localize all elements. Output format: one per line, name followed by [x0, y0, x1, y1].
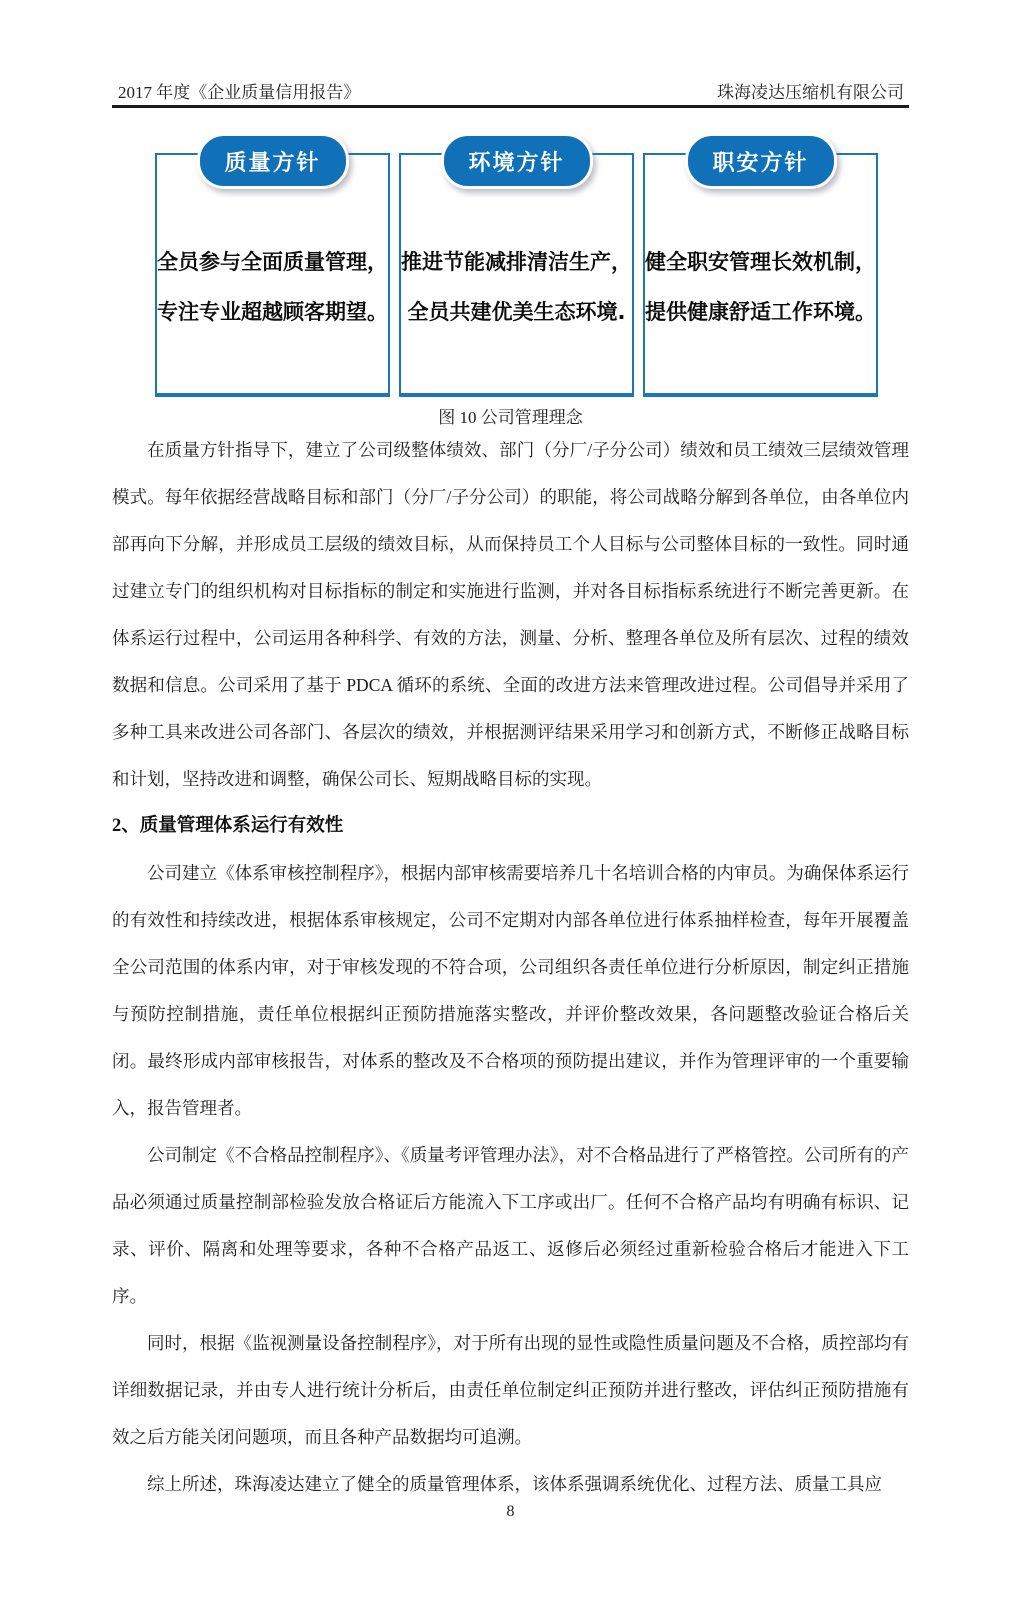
- environment-policy-text: [401, 237, 632, 337]
- body-paragraph-4: 同时，根据《监视测量设备控制程序》，对于所有出现的显性或隐性质量问题及不合格，质控部均有详细数据记录，并由专人进行统计分析后，由责任单位制定纠正预防并进行整改，评估纠正预防措施有效之后方能关闭问题项，而且各种产品数据均可追溯。: [112, 1333, 909, 1447]
- policy-box-safety: [643, 150, 878, 397]
- policy-text-line: 健全职安管理长效机制，: [645, 250, 876, 274]
- policy-text-line: 推进节能减排清洁生产，: [401, 250, 632, 274]
- page-header: [118, 78, 904, 103]
- body-paragraph-1: 在质量方针指导下，建立了公司级整体绩效、部门（分厂/子分公司）绩效和员工绩效三层绩效管理模式。每年依据经营战略目标和部门（分厂/子分公司）的职能，将公司战略分解到各单位，由各单位内部再向下分解，并形成员工层级的绩效目标，从而保持员工个人目标与公司整体目标的一致性。同时通过建立专门的组织机构对目标指标的制定和实施进行监测，并对各目标指标系统进行不断完善更新。在体系运行过程中，公司运用各种科学、有效的方法，测量、分析、整理各单位及所有层次、过程的绩效数据和信息。公司采用了基于 PDCA 循环的系统、全面的改进方法来管理改进过程。公司倡导并采用了多种工具来改进公司各部门、各层次的绩效，并根据测评结果采用学习和创新方式，不断修正战略目标和计划，坚持改进和调整，确保公司长、短期战略目标的实现。: [112, 440, 909, 789]
- policy-figure: [155, 150, 876, 397]
- policy-box-environment: [399, 150, 634, 397]
- safety-policy-pill: [685, 133, 837, 189]
- quality-policy-pill: [197, 133, 349, 189]
- environment-policy-pill-label: 环境方针: [468, 150, 565, 176]
- policy-text-line: 全员共建优美生态环境.: [407, 300, 626, 324]
- header-report-title: 2017 年度《企业质量信用报告》: [118, 83, 361, 102]
- quality-policy-text: [157, 237, 388, 337]
- body-paragraph-5: 综上所述，珠海凌达建立了健全的质量管理体系，该体系强调系统优化、过程方法、质量工具应: [147, 1474, 882, 1494]
- figure-caption: 图 10 公司管理理念: [438, 408, 583, 427]
- safety-policy-text: [645, 237, 876, 337]
- policy-text-line: 专注专业超越顾客期望。: [157, 300, 388, 324]
- policy-text-line: 全员参与全面质量管理，: [157, 250, 388, 274]
- policy-box-quality: [155, 150, 390, 397]
- policy-boxes-row: [155, 150, 876, 397]
- quality-policy-pill-label: 质量方针: [224, 150, 321, 176]
- safety-policy-pill-label: 职安方针: [712, 150, 809, 176]
- body-paragraph-2: 公司建立《体系审核控制程序》，根据内部审核需要培养几十名培训合格的内审员。为确保体系运行的有效性和持续改进，根据体系审核规定，公司不定期对内部各单位进行体系抽样检查，每年开展覆盖全公司范围的体系内审，对于审核发现的不符合项，公司组织各责任单位进行分析原因，制定纠正措施与预防控制措施，责任单位根据纠正预防措施落实整改，并评价整改效果，各问题整改验证合格后关闭。最终形成内部审核报告，对体系的整改及不合格项的预防提出建议，并作为管理评审的一个重要输入，报告管理者。: [112, 863, 909, 1118]
- document-body: [112, 427, 909, 1508]
- body-paragraph-3: 公司制定《不合格品控制程序》、《质量考评管理办法》，对不合格品进行了严格管控。公司所有的产品必须通过质量控制部检验发放合格证后方能流入下工序或出厂。任何不合格产品均有明确有标识、记录、评价、隔离和处理等要求，各种不合格产品返工、返修后必须经过重新检验合格后才能进入下工序。: [112, 1145, 909, 1306]
- policy-text-line: 提供健康舒适工作环境。: [645, 300, 876, 324]
- environment-policy-pill: [441, 133, 593, 189]
- header-company-name: 珠海凌达压缩机有限公司: [717, 83, 904, 102]
- page-number: 8: [506, 1503, 515, 1520]
- section-heading-2: 2、质量管理体系运行有效性: [112, 816, 344, 836]
- header-rule: [112, 105, 909, 108]
